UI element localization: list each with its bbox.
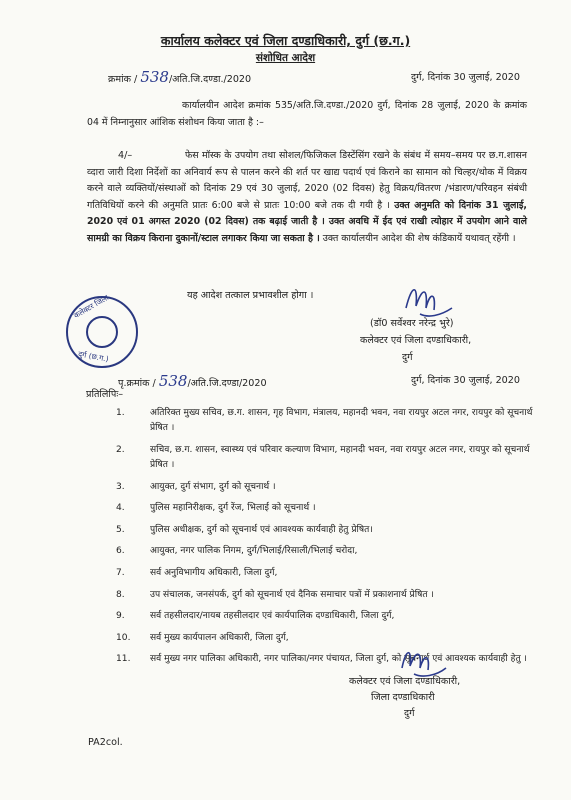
recipient-text: सर्व अनुविभागीय अधिकारी, जिला दुर्ग, xyxy=(150,567,278,578)
recipient-item xyxy=(116,631,545,646)
clause-bold-text: उक्त अनुमति को दिनांक 31 जुलाई, 2020 एवं 01 अगस्त 2020 (02 दिवस) तक बढ़ाई जाती है । उक्त अवधि में ईद एवं राखी त्योहार में उपयोग आने वाले सामग्री का विक्रय किराना दुकानों/स्टाल लगाकर किया जा सकता है । xyxy=(87,199,527,244)
order-ref: /अति.जि.दण्डा./2020 xyxy=(168,74,252,85)
recipient-number: 1. xyxy=(116,408,125,418)
footer-code: PA2col. xyxy=(88,737,123,748)
clause-number: 4/– xyxy=(118,150,133,161)
recipient-text: सचिव, छ.ग. शासन, स्वास्थ्य एवं परिवार कल्याण विभाग, महानदी भवन, नवा रायपुर अटल नगर, रायपुर को सूचनार्थ प्रेषित । xyxy=(150,444,530,470)
recipient-text: आयुक्त, दुर्ग संभाग, दुर्ग को सूचनार्थ । xyxy=(150,481,276,492)
recipient-text: आयुक्त, नगर पालिक निगम, दुर्ग/भिलाई/रिसाली/भिलाई चरोदा, xyxy=(150,546,358,557)
clause-text: फेस मॉस्क के उपयोग तथा सोशल/फिजिकल डिस्टेंसिंग रखने के संबंध में समय–समय पर छ.ग.शासन व्दारा जारी दिशा निर्देशों का अनिवार्य रूप से पालन करने की शर्त पर खाद्य पदार्थ एवं किराने का सामान को चिल्हर/थोक में विक्रय करने वाले व्यक्तियों/संस्थाओं को दिनांक 29 एवं 30 जुलाई, 2020 (02 दिवस) हेतु विक्रय/वितरण /भंडारण/परिवहन संबंधी गतिविधियों करने की अनुमति प्रातः 6:00 बजे से प्रातः 10:00 बजे तक दी गयी है । xyxy=(87,150,527,211)
recipient-item xyxy=(116,566,545,581)
copy-number-label: पृ.क्रमांक / xyxy=(118,378,156,389)
signature-2-sub: जिला दण्डाधिकारी xyxy=(371,692,435,703)
recipient-item xyxy=(116,523,545,538)
recipient-item xyxy=(116,588,545,603)
office-seal-icon xyxy=(66,292,138,368)
copy-number-handwritten: 538 xyxy=(158,372,188,390)
recipient-number: 9. xyxy=(116,611,125,622)
order-number-handwritten: 538 xyxy=(140,68,169,86)
recipient-item xyxy=(116,544,545,559)
recipient-text: पुलिस महानिरीक्षक, दुर्ग रेंज, भिलाई को सूचनार्थ । xyxy=(150,503,316,514)
signatory-place: दुर्ग xyxy=(402,352,413,363)
recipient-text: उप संचालक, जनसंपर्क, दुर्ग को सूचनार्थ एवं दैनिक समाचार पत्रों में प्रकाशनार्थ प्रेषित । xyxy=(150,589,434,600)
effective-statement: यह आदेश तत्काल प्रभावशील होगा । xyxy=(187,290,314,301)
recipient-number: 4. xyxy=(116,503,125,514)
signature-2-place: दुर्ग xyxy=(404,708,415,719)
order-number-label: क्रमांक / xyxy=(108,74,138,85)
seal-top-text: कलेक्टर जिला xyxy=(72,292,111,321)
copy-to-label: प्रतिलिपिः– xyxy=(86,389,124,400)
recipient-list xyxy=(116,406,545,674)
recipient-text: सर्व मुख्य कार्यपालन अधिकारी, जिला दुर्ग, xyxy=(150,632,289,643)
signature-2-designation: कलेक्टर एवं जिला दण्डाधिकारी, xyxy=(349,676,461,687)
recipient-item xyxy=(116,609,545,624)
intro-paragraph: कार्यालयीन आदेश क्रमांक 535/अति.जि.दण्डा./2020 दुर्ग, दिनांक 28 जुलाई, 2020 के क्रमांक 04 में निम्नानुसार आंशिक संशोधन किया जाता है :– xyxy=(87,100,527,128)
copy-ref: /अति.जि.दण्डा/2020 xyxy=(187,378,267,389)
recipient-item xyxy=(116,443,545,473)
recipient-item xyxy=(116,501,545,516)
clause-tail-text: उक्त कार्यालयीन आदेश की शेष कंडिकायें यथावत् रहेंगी । xyxy=(322,232,516,244)
recipient-number: 2. xyxy=(116,444,125,455)
recipient-text: सर्व तहसीलदार/नायब तहसीलदार एवं कार्यपालिक दण्डाधिकारी, जिला दुर्ग, xyxy=(150,611,395,622)
recipient-number: 5. xyxy=(116,524,125,535)
order-number-line xyxy=(108,68,251,86)
copy-number-line xyxy=(118,372,267,390)
recipient-number: 11. xyxy=(116,654,131,665)
order-type: संशोधित आदेश xyxy=(255,52,316,64)
recipient-item xyxy=(116,406,545,436)
recipient-text: अतिरिक्त मुख्य सचिव, छ.ग. शासन, गृह विभाग, मंत्रालय, महानदी भवन, नवा रायपुर अटल नगर, रायपुर को सूचनार्थ प्रेषित । xyxy=(150,408,533,434)
recipient-text: सर्व मुख्य नगर पालिका अधिकारी, नगर पालिका/नगर पंचायत, जिला दुर्ग, को सूचनार्थ एवं आवश्यक कार्यवाही हेतु । xyxy=(150,654,527,665)
recipient-text: पुलिस अधीक्षक, दुर्ग को सूचनार्थ एवं आवश्यक कार्यवाही हेतु प्रेषित। xyxy=(150,524,373,535)
recipient-number: 6. xyxy=(116,546,125,557)
seal-bottom-text: दुर्ग (छ.ग.) xyxy=(77,349,110,364)
recipient-item xyxy=(116,652,545,667)
order-place-date: दुर्ग, दिनांक 30 जुलाई, 2020 xyxy=(411,72,520,83)
recipient-number: 10. xyxy=(116,632,131,643)
copy-place-date: दुर्ग, दिनांक 30 जुलाई, 2020 xyxy=(411,375,520,386)
clause-paragraph xyxy=(87,148,527,248)
signatory-designation: कलेक्टर एवं जिला दण्डाधिकारी, xyxy=(360,335,472,346)
recipient-number: 7. xyxy=(116,567,125,578)
recipient-number: 3. xyxy=(116,481,125,492)
recipient-number: 8. xyxy=(116,589,125,600)
recipient-item xyxy=(116,480,545,495)
office-title: कार्यालय कलेक्टर एवं जिला दण्डाधिकारी, दुर्ग (छ.ग.) xyxy=(160,33,411,48)
signatory-name: (डॉ0 सर्वेश्वर नरेन्द्र भुरे) xyxy=(370,318,454,329)
